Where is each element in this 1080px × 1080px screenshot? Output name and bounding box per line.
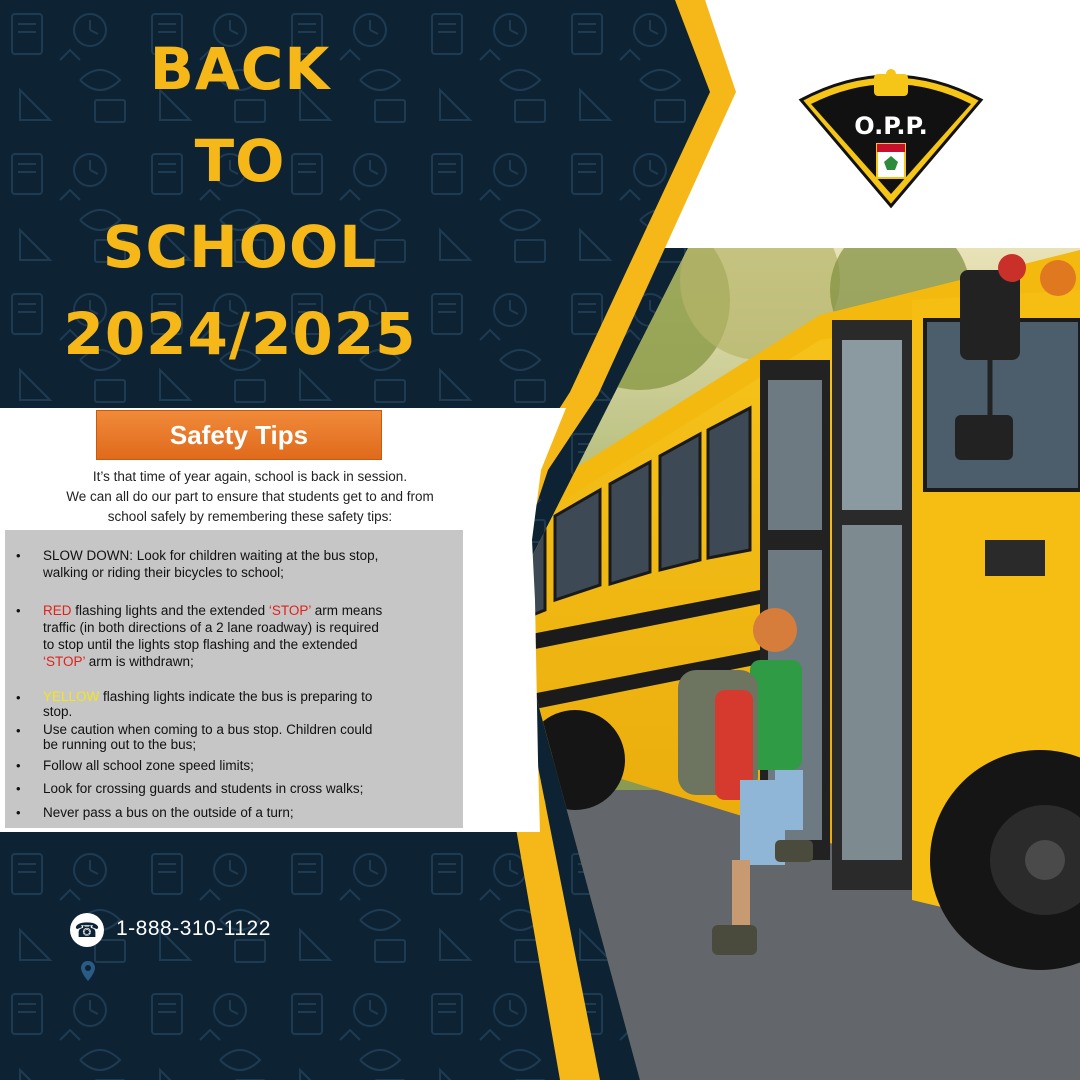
yellow-word: YELLOW <box>43 689 100 704</box>
tip-line: Use caution when coming to a bus stop. Children could <box>43 722 373 737</box>
intro-line-2: We can all do our part to ensure that students get to and from <box>66 489 434 504</box>
phone-number[interactable]: 1-888-310-1122 <box>116 917 271 940</box>
tip-text: arm is withdrawn; <box>85 654 194 669</box>
tip-line: be running out to the bus; <box>43 737 197 752</box>
tip-text: flashing lights and the extended <box>71 603 269 618</box>
tip-crossing-guards <box>43 780 463 797</box>
tip-line: to stop until the lights stop flashing and the extended <box>43 637 358 652</box>
tip-use-caution <box>43 722 463 752</box>
bullet: • <box>16 603 21 618</box>
stop-word: ‘STOP’ <box>268 603 311 618</box>
red-word: RED <box>43 603 72 618</box>
tip-text: flashing lights indicate the bus is preparing to <box>99 689 373 704</box>
intro-line-3: school safely by remembering these safety tips: <box>107 509 393 524</box>
bullet: • <box>16 758 21 773</box>
tip-red-lights <box>43 602 463 670</box>
bullet: • <box>16 723 21 738</box>
tip-line: stop. <box>43 704 73 719</box>
bullet: • <box>16 781 21 796</box>
opp-logo <box>796 60 986 214</box>
phone-icon: ☎ <box>70 913 104 947</box>
intro-line-1: It’s that time of year again, school is back in session. <box>92 469 408 484</box>
tip-never-pass <box>43 804 463 821</box>
tip-yellow-lights <box>43 689 463 719</box>
tip-line: Look for crossing guards and students in cross walks; <box>43 781 364 796</box>
tip-line: Never pass a bus on the outside of a turn; <box>43 805 294 820</box>
tip-line <box>43 689 463 704</box>
tip-text: arm means <box>310 603 383 618</box>
title-line-1: BACK <box>149 35 331 103</box>
tip-slow-down <box>43 547 463 581</box>
tip-line <box>43 602 463 619</box>
title-line-2: TO <box>194 127 286 195</box>
tip-line: Follow all school zone speed limits; <box>43 758 254 773</box>
tip-line <box>43 653 463 670</box>
tip-line: walking or riding their bicycles to school; <box>43 565 284 580</box>
bullet: • <box>16 690 21 705</box>
bullet: • <box>16 548 21 563</box>
tip-line: traffic (in both directions of a 2 lane roadway) is required <box>43 620 379 635</box>
opp-logo-text: O.P.P. <box>854 112 928 140</box>
title-line-4: 2024/2025 <box>63 300 417 368</box>
bullet: • <box>16 805 21 820</box>
tip-line: SLOW DOWN: Look for children waiting at the bus stop, <box>43 548 379 563</box>
location-pin-icon <box>80 960 96 982</box>
safety-tips-header: Safety Tips <box>96 410 382 460</box>
tip-speed-limits <box>43 757 463 774</box>
title-line-3: SCHOOL <box>102 213 378 281</box>
stop-word: ‘STOP’ <box>43 654 86 669</box>
opp-badge-icon <box>796 60 986 210</box>
